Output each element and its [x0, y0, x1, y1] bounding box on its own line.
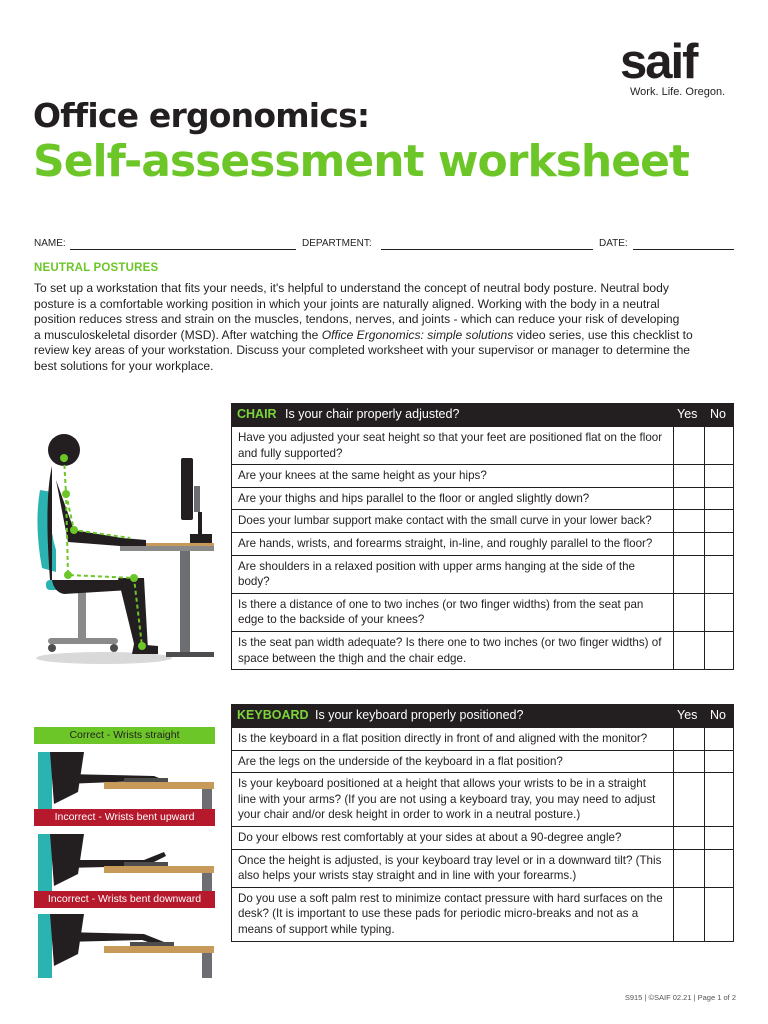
no-checkbox[interactable] — [704, 728, 734, 750]
chair-section-label: CHAIR — [237, 407, 277, 421]
checklist-row — [231, 632, 734, 670]
checklist-row — [231, 827, 734, 850]
question-text: Once the height is adjusted, is your keyboard tray level or in a downward tilt? (This also helps your wrists stay straight and in line with your forearms.) — [238, 853, 662, 883]
date-label: DATE: — [599, 238, 628, 249]
checklist-row — [231, 850, 734, 888]
no-checkbox[interactable] — [704, 850, 734, 887]
yes-checkbox[interactable] — [673, 533, 704, 555]
checklist-row — [231, 427, 734, 465]
checklist-row — [231, 594, 734, 632]
department-label: DEPARTMENT: — [302, 238, 372, 249]
yes-checkbox[interactable] — [673, 751, 704, 773]
intro-line: best solutions for your workplace. — [34, 358, 214, 373]
incorrect-wrist-down-illustration — [34, 908, 215, 986]
checklist-row — [231, 888, 734, 942]
checklist-row — [231, 751, 734, 774]
yes-checkbox[interactable] — [673, 773, 704, 826]
incorrect-wrists-down-label: Incorrect - Wrists bent downward — [34, 891, 215, 908]
video-series-title: Office Ergonomics: simple solutions — [321, 327, 514, 342]
question-text: Does your lumbar support make contact with the small curve in your lower back? — [238, 514, 652, 528]
info-fields — [34, 238, 734, 252]
yes-checkbox[interactable] — [673, 427, 704, 464]
question-text: Are your knees at the same height as your hips? — [238, 469, 487, 483]
neutral-postures-heading: NEUTRAL POSTURES — [34, 262, 159, 274]
checklist-row — [231, 510, 734, 533]
question-text: Have you adjusted your seat height so that your feet are positioned flat on the floor and fully supported? — [238, 431, 663, 460]
checklist-row — [231, 488, 734, 511]
question-text: Are hands, wrists, and forearms straight, in-line, and roughly parallel to the floor? — [238, 536, 653, 550]
logo-tagline: Work. Life. Oregon. — [630, 86, 726, 98]
intro-text: video series, use this checklist to — [516, 327, 693, 342]
checklist-row — [231, 465, 734, 488]
page-subtitle: Self-assessment worksheet — [33, 136, 689, 187]
yes-header: Yes — [677, 407, 698, 421]
yes-checkbox[interactable] — [673, 510, 704, 532]
intro-line: posture is a comfortable working position in which your joints are naturally aligned. Working with the body in a neutral — [34, 296, 660, 311]
seated-posture-illustration — [34, 430, 219, 670]
checklist-row — [231, 728, 734, 751]
yes-checkbox[interactable] — [673, 888, 704, 941]
date-field[interactable] — [633, 249, 734, 250]
keyboard-checklist — [231, 704, 734, 942]
intro-paragraph — [34, 281, 724, 375]
keyboard-question: Is your keyboard properly positioned? — [315, 708, 524, 722]
checklist-row — [231, 533, 734, 556]
name-field[interactable] — [70, 249, 296, 250]
yes-header: Yes — [677, 708, 698, 722]
keyboard-section-label: KEYBOARD — [237, 708, 309, 722]
logo-word: saif — [620, 35, 697, 89]
no-header: No — [710, 708, 726, 722]
page-footer: S915 | ©SAIF 02.21 | Page 1 of 2 — [624, 993, 736, 1002]
keyboard-header — [231, 704, 734, 728]
yes-checkbox[interactable] — [673, 728, 704, 750]
no-checkbox[interactable] — [704, 488, 734, 510]
chair-question: Is your chair properly adjusted? — [285, 407, 460, 421]
intro-line: To set up a workstation that fits your needs, it's helpful to understand the concept of neutral body posture. Neutral body — [34, 281, 669, 295]
no-checkbox[interactable] — [704, 556, 734, 593]
incorrect-wrists-up-label: Incorrect - Wrists bent upward — [34, 809, 215, 826]
no-checkbox[interactable] — [704, 888, 734, 941]
intro-line: review key areas of your workstation. Discuss your completed worksheet with your supervisor or manager to determine the — [34, 343, 691, 358]
no-checkbox[interactable] — [704, 773, 734, 826]
chair-header — [231, 403, 734, 427]
yes-checkbox[interactable] — [673, 827, 704, 849]
question-text: Is the seat pan width adequate? Is there one to two inches (or two finger widths) of space between the thigh and the chair edge. — [238, 635, 662, 665]
yes-checkbox[interactable] — [673, 556, 704, 593]
no-checkbox[interactable] — [704, 510, 734, 532]
yes-checkbox[interactable] — [673, 488, 704, 510]
question-text: Are your thighs and hips parallel to the floor or angled slightly down? — [238, 491, 590, 505]
yes-checkbox[interactable] — [673, 632, 704, 669]
no-checkbox[interactable] — [704, 827, 734, 849]
no-header: No — [710, 407, 726, 421]
intro-line: position reduces stress and strain on the muscles, tendons, nerves, and joints - which can reduce your risk of developing — [34, 312, 680, 327]
no-checkbox[interactable] — [704, 427, 734, 464]
chair-checklist — [231, 403, 734, 670]
yes-checkbox[interactable] — [673, 850, 704, 887]
question-text: Do your elbows rest comfortably at your sides at about a 90-degree angle? — [238, 830, 622, 844]
no-checkbox[interactable] — [704, 751, 734, 773]
no-checkbox[interactable] — [704, 632, 734, 669]
question-text: Is the keyboard in a flat position directly in front of and aligned with the monitor? — [238, 732, 648, 745]
correct-wrists-label: Correct - Wrists straight — [34, 727, 215, 744]
question-text: Are the legs on the underside of the keyboard in a flat position? — [238, 754, 563, 768]
checklist-row — [231, 773, 734, 827]
yes-checkbox[interactable] — [673, 465, 704, 487]
no-checkbox[interactable] — [704, 594, 734, 631]
yes-checkbox[interactable] — [673, 594, 704, 631]
question-text: Is there a distance of one to two inches (or two finger widths) from the seat pan edge to the backside of your knees? — [238, 597, 644, 627]
intro-line — [34, 328, 724, 344]
intro-text: a musculoskeletal disorder (MSD). After watching the — [34, 327, 319, 342]
name-label: NAME: — [34, 238, 66, 249]
question-text: Is your keyboard positioned at a height that allows your wrists to be in a straight line with your arms? (If you are not using a keyboard tray, you may need to adjust your chair and/or desk height in order to work in a neutral posture.) — [238, 777, 656, 822]
question-text: Do you use a soft palm rest to minimize contact pressure with hard surfaces on the desk? (It is important to use these pads for periodic micro-breaks and not as a means of support while typing. — [238, 891, 663, 936]
department-field[interactable] — [381, 249, 593, 250]
page-title: Office ergonomics: — [33, 96, 370, 135]
no-checkbox[interactable] — [704, 533, 734, 555]
checklist-row — [231, 556, 734, 594]
no-checkbox[interactable] — [704, 465, 734, 487]
saif-logo — [620, 35, 740, 98]
question-text: Are shoulders in a relaxed position with upper arms hanging at the side of the body? — [238, 559, 636, 589]
